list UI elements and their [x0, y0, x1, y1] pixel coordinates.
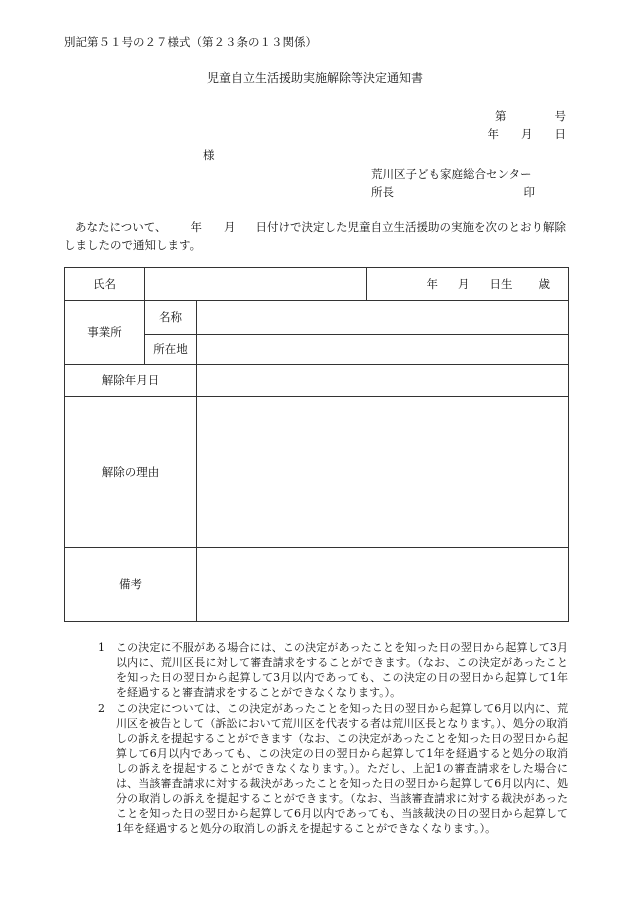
- office-name-row: [65, 301, 569, 335]
- name-value[interactable]: [145, 268, 367, 301]
- body-month: 月: [224, 220, 236, 234]
- form-reference: 別記第５１号の２７様式（第２３条の１３関係）: [64, 35, 317, 49]
- sender-title-row: [371, 184, 535, 200]
- body-part-1: あなたについて、: [75, 220, 167, 234]
- issue-date-row: [488, 126, 567, 142]
- note-text: この決定については、この決定があったことを知った日の翌日から起算して6月以内に、荒川区を被告として（訴訟において荒川区を代表する者は荒川区長となります。）、処分の取消しの訴えを提起することができます（なお、この決定があったことを知った日の翌日から起算して6月以内であっても、この決定の日の翌日から起算して1年を経過すると処分の取消しの訴えを提起することができなくなります。）。ただし、上記1の審査請求をした場合には、当該審査請求に対する裁決があったことを知った日の翌日から起算して6月以内に、処分の取消しの訴えを提起することができます。（なお、当該審査請求に対する裁決があったことを知った日の翌日から起算して6月以内であっても、当該裁決の日の翌日から起算して1年を経過すると処分の取消しの訴えを提起することができなくなります。）。: [116, 702, 568, 835]
- body-part-2: 日付けで決定した児童自立生活援助の実施を次のとおり解除しましたので通知します。: [64, 220, 567, 252]
- office-name-value[interactable]: [197, 301, 569, 335]
- issue-year: 年: [487, 127, 499, 141]
- info-table: [64, 267, 569, 622]
- seal-mark: 印: [523, 185, 535, 199]
- office-address-label: 所在地: [145, 335, 197, 365]
- office-name-label: 名称: [145, 301, 197, 335]
- cancel-date-value[interactable]: [197, 365, 569, 397]
- issue-day: 日: [554, 127, 566, 141]
- office-address-value[interactable]: [197, 335, 569, 365]
- issue-month: 月: [521, 127, 533, 141]
- age-label: 歳: [538, 276, 550, 291]
- birth-year: 年: [426, 276, 438, 291]
- sender-title: 所長: [371, 185, 394, 199]
- note-number: 2: [98, 702, 105, 715]
- note-number: 1: [98, 641, 105, 654]
- body-year: 年: [190, 220, 203, 234]
- note-item: [96, 640, 568, 700]
- body-paragraph: [64, 218, 568, 254]
- name-label: 氏名: [65, 268, 145, 301]
- document-title: 児童自立生活援助実施解除等決定通知書: [206, 71, 423, 85]
- cancel-date-label: 解除年月日: [65, 365, 197, 397]
- document-number-row: [495, 108, 566, 124]
- remarks-value[interactable]: [197, 548, 569, 622]
- addressee-honorific: 様: [203, 148, 215, 162]
- remarks-row: [65, 548, 569, 622]
- note-text: この決定に不服がある場合には、この決定があったことを知った日の翌日から起算して3月以内に、荒川区長に対して審査請求をすることができます。（なお、この決定があったことを知った日の翌日から起算して3月以内であっても、この決定の日の翌日から起算して1年を経過すると審査請求をすることができなくなります。）。: [116, 641, 568, 699]
- name-row: [65, 268, 569, 301]
- reason-label: 解除の理由: [65, 397, 197, 548]
- birth-day: 日生: [489, 276, 513, 291]
- birth-date-cell[interactable]: [367, 268, 569, 301]
- reason-row: [65, 397, 569, 548]
- cancel-date-row: [65, 365, 569, 397]
- remarks-label: 備考: [65, 548, 197, 622]
- reason-value[interactable]: [197, 397, 569, 548]
- note-item: [96, 701, 568, 836]
- number-dai: 第: [495, 109, 507, 123]
- birth-month: 月: [458, 276, 470, 291]
- notes-section: [96, 640, 568, 837]
- number-go: 号: [554, 109, 566, 123]
- sender-organization: 荒川区子ども家庭総合センター: [371, 167, 532, 181]
- office-label: 事業所: [65, 301, 145, 365]
